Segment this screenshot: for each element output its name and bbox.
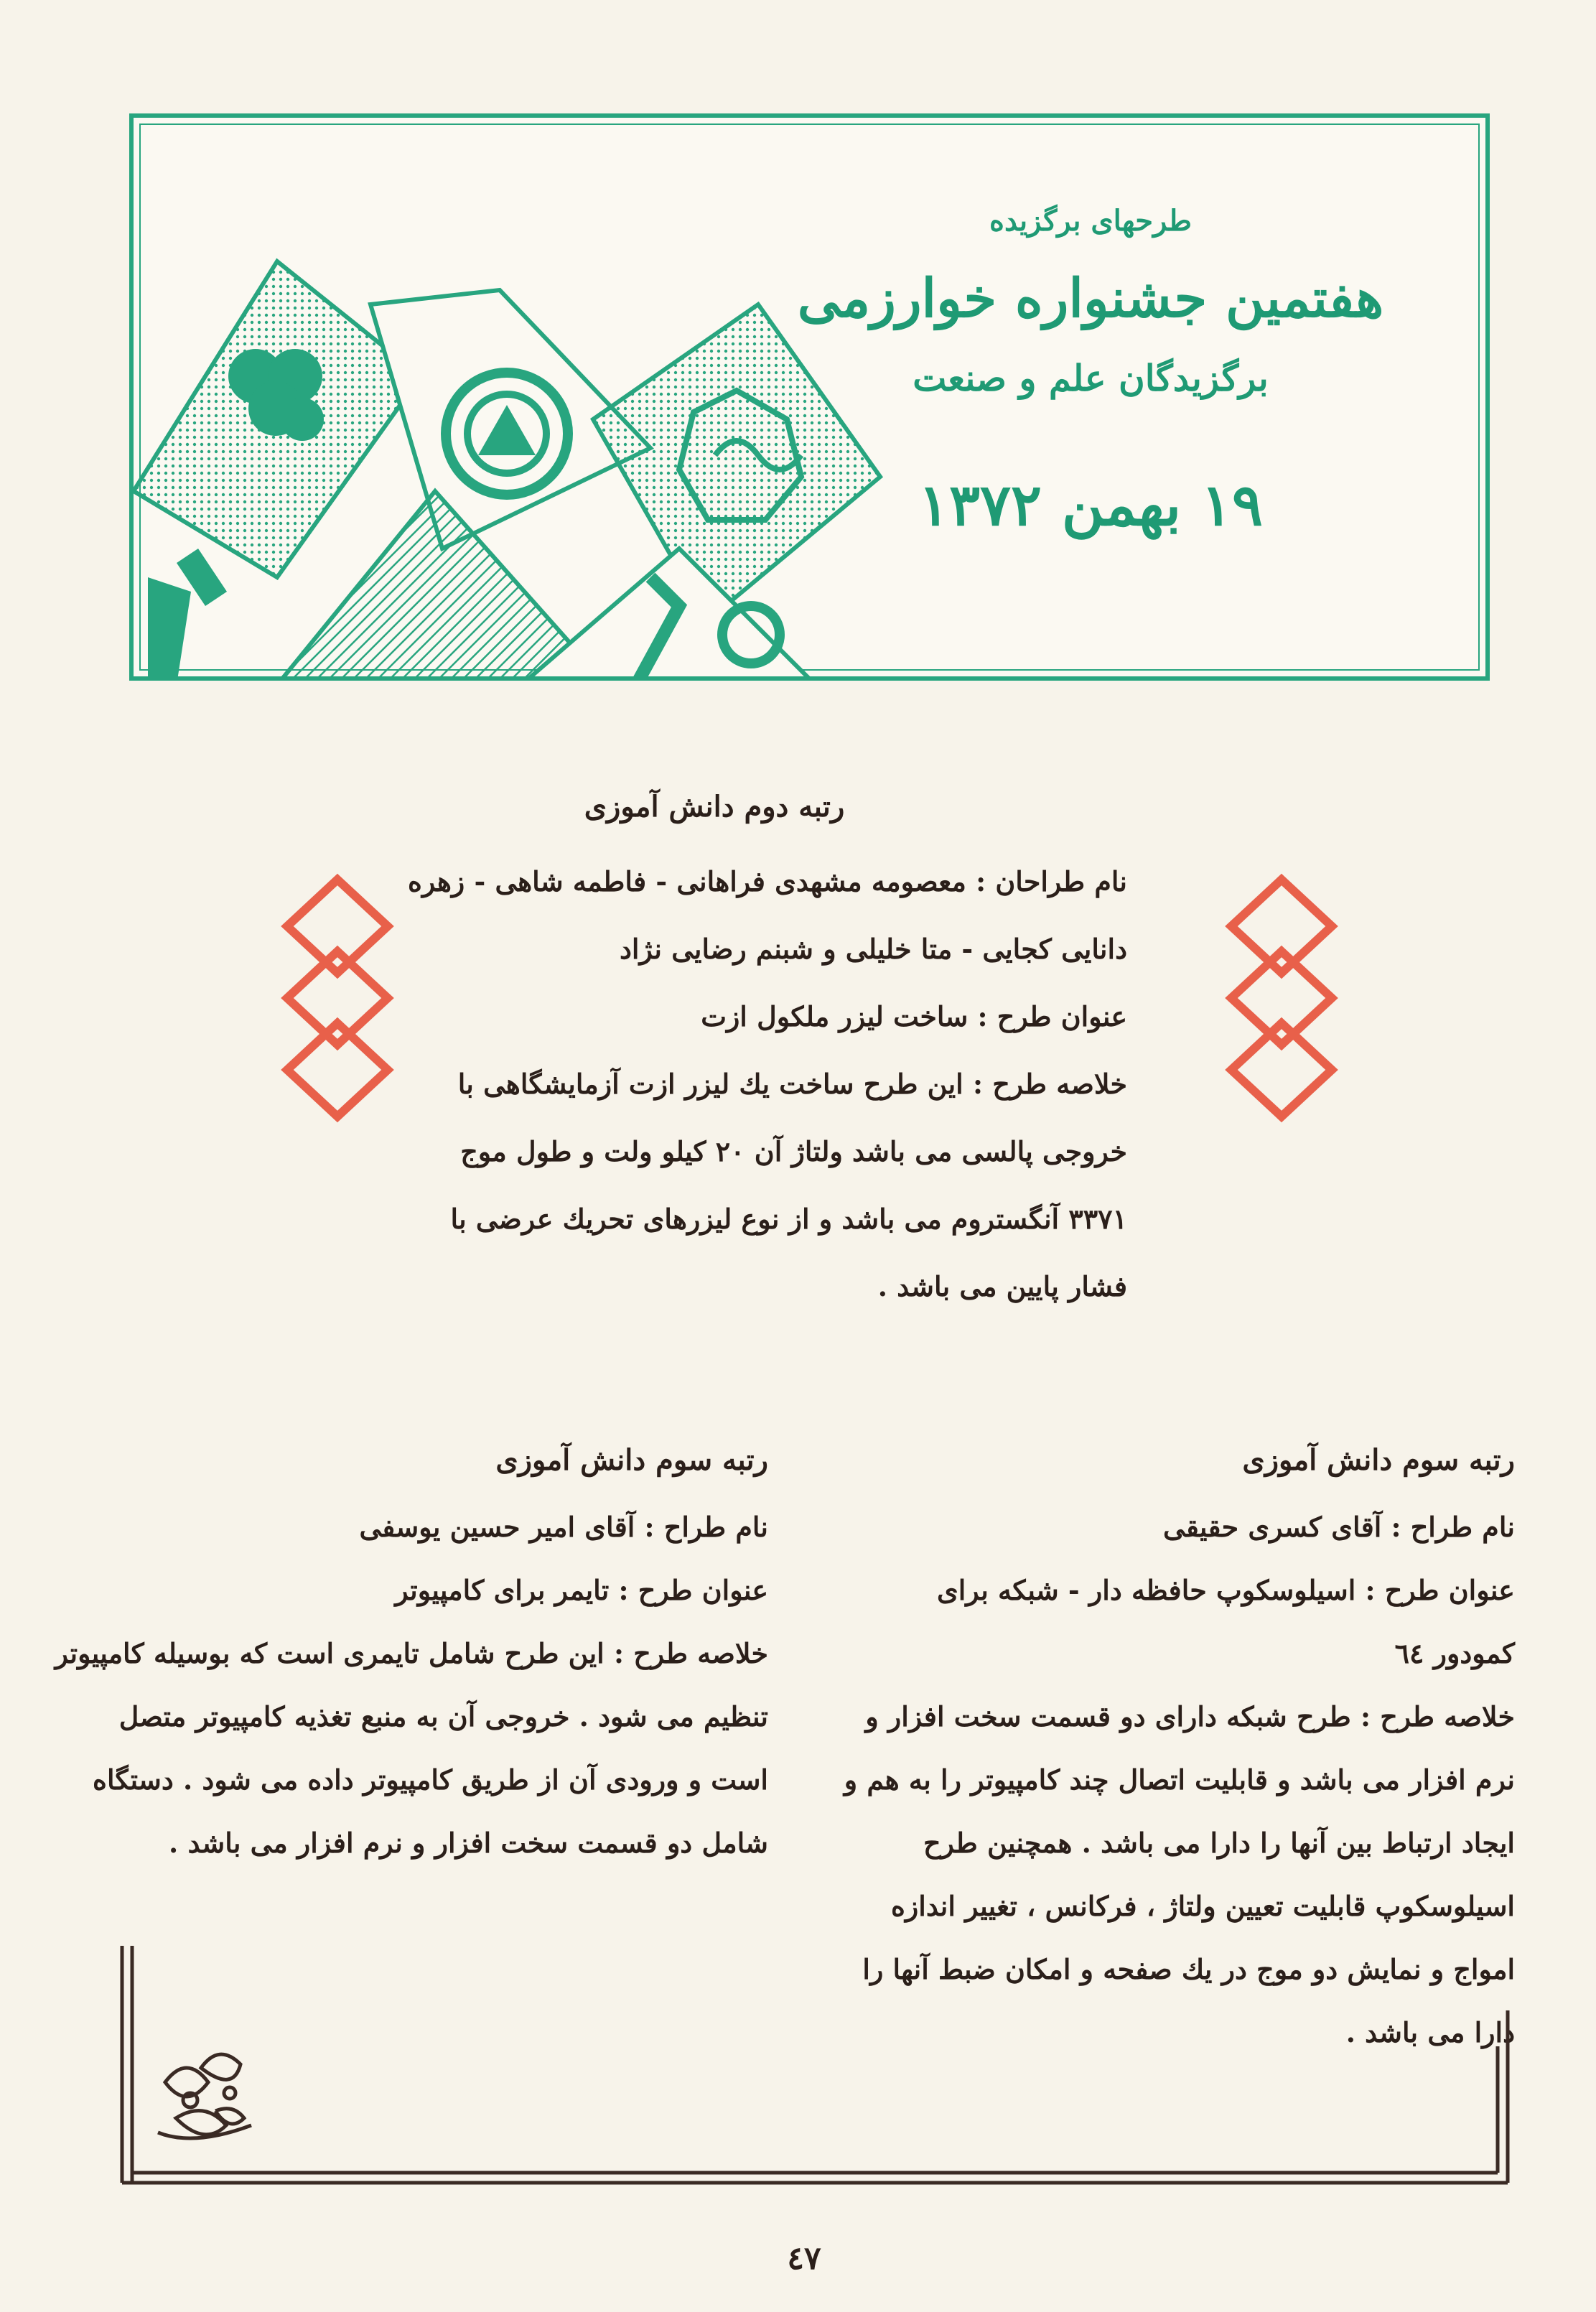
second-place-section (302, 790, 1127, 1320)
third-place-left-section (55, 1443, 768, 1875)
summary-line-4: شامل دو قسمت سخت افزار و نرم افزار می باشد . (169, 1827, 768, 1859)
summary-line-4: فشار پایین می باشد . (877, 1270, 1127, 1302)
banner-subtitle: طرحهای برگزیده (989, 204, 1192, 238)
banner-title: هفتمین جشنواره خوارزمی (797, 268, 1384, 330)
summary-line-6: دارا می باشد . (1345, 2016, 1515, 2048)
project-title-line: عنوان طرح : تایمر برای کامپیوتر (395, 1574, 768, 1606)
summary-line-2: نرم افزار می باشد و قابلیت اتصال چند کامپیوتر را به هم و (844, 1763, 1515, 1796)
chain-ornament-right (1224, 872, 1339, 1131)
section-heading: رتبه دوم دانش آموزی (584, 790, 845, 824)
page-number: ٤٧ (787, 2240, 821, 2277)
designers-line-2: دانایی کجایی - متا خلیلی و شبنم رضایی نژاد (619, 933, 1127, 965)
banner-text (767, 204, 1414, 539)
section-heading: رتبه سوم دانش آموزی (1242, 1443, 1515, 1477)
designer-line: نام طراح : آقای امیر حسین یوسفی (359, 1511, 768, 1543)
summary-line-1: خلاصه طرح : این طرح ساخت یك لیزر ازت آزمایشگاهی با (457, 1068, 1127, 1100)
section-heading: رتبه سوم دانش آموزی (495, 1443, 768, 1477)
summary-line-3: ایجاد ارتباط بین آنها را دارا می باشد . همچنین طرح (923, 1827, 1515, 1859)
tool-shapes (148, 549, 227, 681)
designer-line: نام طراح : آقای کسری حقیقی (1163, 1511, 1515, 1543)
summary-line-1: خلاصه طرح : طرح شبکه دارای دو قسمت سخت افزار و (865, 1700, 1515, 1733)
festival-banner (129, 113, 1490, 681)
summary-line-1: خلاصه طرح : این طرح شامل تایمری است که بوسیله کامپیوتر (55, 1637, 768, 1669)
banner-subtitle-2: برگزیدگان علم و صنعت (913, 357, 1269, 399)
summary-line-4: اسیلوسکوپ قابلیت تعیین ولتاژ ، فرکانس ، تغییر اندازه (891, 1890, 1515, 1922)
banner-date: ۱۹ بهمن ۱۳۷۲ (918, 471, 1263, 539)
project-title-line: عنوان طرح : ساخت لیزر ملکول ازت (701, 1000, 1127, 1033)
designers-line-1: نام طراحان : معصومه مشهدی فراهانی - فاطمه شاهی - زهره (407, 865, 1127, 898)
summary-line-2: تنظیم می شود . خروجی آن به منبع تغذیه کامپیوتر متصل (118, 1700, 768, 1733)
flourish-ornament (158, 2054, 251, 2138)
summary-line-2: خروجی پالسی می باشد ولتاژ آن ۲۰ کیلو ولت و طول موج (460, 1135, 1127, 1167)
decorative-frame (115, 1939, 1515, 2190)
project-title-line-1: عنوان طرح : اسیلوسکوپ حافظه دار - شبکه برای (936, 1574, 1515, 1606)
summary-line-5: امواج و نمایش دو موج در یك صفحه و امکان ضبط آنها را (862, 1953, 1515, 1985)
summary-line-3: است و ورودی آن از طریق کامپیوتر داده می شود . دستگاه (93, 1763, 768, 1796)
summary-line-3: ۳۳۷۱ آنگستروم می باشد و از نوع لیزرهای تحریك عرضی با (450, 1203, 1127, 1235)
project-title-line-2: کمودور ٦٤ (1394, 1637, 1515, 1669)
